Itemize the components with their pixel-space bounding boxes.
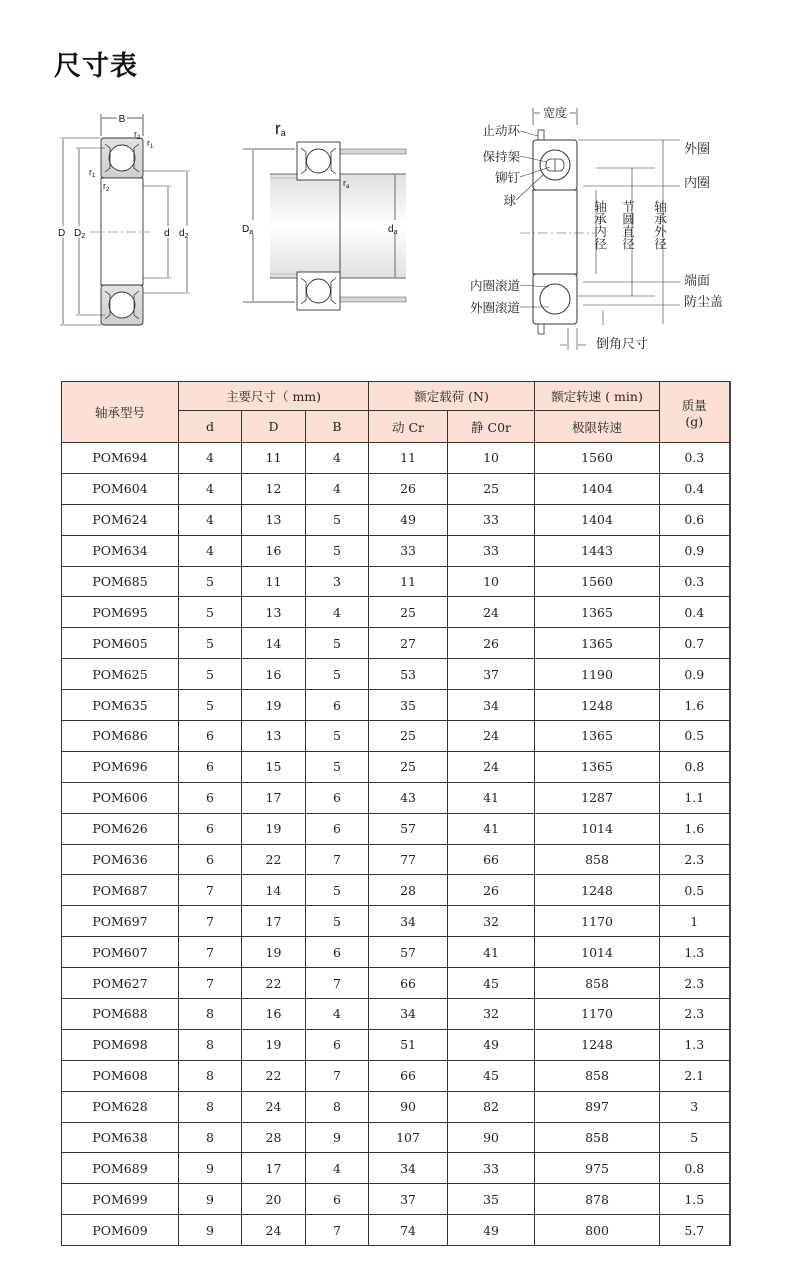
cell-static-load: 33 [448,504,535,535]
cell-model: POM604 [62,473,179,504]
cell-B: 5 [306,721,369,752]
cell-B: 5 [306,504,369,535]
cell-limit-speed: 1560 [535,566,660,597]
cell-model: POM607 [62,937,179,968]
cell-dynamic-load: 49 [369,504,448,535]
table-row [62,659,730,690]
cell-model: POM688 [62,999,179,1030]
cell-D: 24 [242,1215,306,1246]
label-ra: $r_a$ [343,178,350,190]
cell-D: 19 [242,813,306,844]
cell-static-load: 45 [448,1060,535,1091]
cell-dynamic-load: 11 [369,566,448,597]
table-row [62,1184,730,1215]
cell-B: 5 [306,906,369,937]
cell-D: 11 [242,566,306,597]
label-outer-diameter: 轴承外径 [652,200,668,250]
label-outer-ring: 外圈 [684,142,711,157]
label-ra-top: ra [275,119,286,138]
cell-mass: 0.7 [660,628,730,659]
cell-dynamic-load: 26 [369,473,448,504]
cell-static-load: 41 [448,937,535,968]
cell-static-load: 90 [448,1122,535,1153]
cell-model: POM606 [62,782,179,813]
label-stop-ring: 止动环 [482,123,520,138]
cell-limit-speed: 1170 [535,999,660,1030]
cell-d: 4 [179,473,242,504]
cell-static-load: 35 [448,1184,535,1215]
cell-d: 7 [179,906,242,937]
cell-B: 7 [306,968,369,999]
cell-dynamic-load: 57 [369,937,448,968]
cell-B: 8 [306,1091,369,1122]
cell-static-load: 34 [448,690,535,721]
cell-limit-speed: 1248 [535,690,660,721]
label-inner-raceway: 内圈滚道 [469,278,520,293]
cell-d: 7 [179,875,242,906]
cell-d: 4 [179,443,242,474]
bearing-dimension-diagram [50,108,210,328]
table-row [62,1029,730,1060]
cell-d: 6 [179,782,242,813]
cell-limit-speed: 1365 [535,628,660,659]
cell-D: 22 [242,1060,306,1091]
cell-limit-speed: 858 [535,1122,660,1153]
cell-mass: 2.3 [660,844,730,875]
label-r1-side: $r_1$ [89,167,96,179]
cell-limit-speed: 1443 [535,535,660,566]
cell-dynamic-load: 66 [369,968,448,999]
cell-D: 14 [242,875,306,906]
cell-mass: 0.3 [660,443,730,474]
cell-D: 16 [242,535,306,566]
cell-dynamic-load: 34 [369,999,448,1030]
cell-d: 6 [179,751,242,782]
cell-limit-speed: 858 [535,844,660,875]
cell-B: 5 [306,628,369,659]
cell-limit-speed: 858 [535,1060,660,1091]
cell-d: 9 [179,1184,242,1215]
table-row [62,844,730,875]
label-da: $d_a$ [388,224,398,236]
cell-D: 13 [242,504,306,535]
cell-static-load: 25 [448,473,535,504]
header-mass-unit: (g) [685,413,704,429]
header-D: D [242,411,306,443]
table-row [62,535,730,566]
cell-B: 5 [306,751,369,782]
cell-d: 6 [179,844,242,875]
table-row [62,751,730,782]
label-rivet: 铆钉 [494,170,520,185]
cell-B: 7 [306,1060,369,1091]
cell-mass: 0.9 [660,659,730,690]
cell-mass: 0.4 [660,597,730,628]
cell-limit-speed: 1287 [535,782,660,813]
cell-mass: 0.8 [660,1153,730,1184]
cell-dynamic-load: 35 [369,690,448,721]
cell-d: 8 [179,1091,242,1122]
label-Da: $D_a$ [242,224,254,236]
cell-d: 9 [179,1153,242,1184]
cell-model: POM609 [62,1215,179,1246]
cell-B: 7 [306,844,369,875]
table-row [62,937,730,968]
cell-model: POM698 [62,1029,179,1060]
cell-static-load: 33 [448,1153,535,1184]
cell-static-load: 66 [448,844,535,875]
cell-dynamic-load: 66 [369,1060,448,1091]
label-D: D [58,228,66,239]
cell-limit-speed: 1248 [535,875,660,906]
label-ball: 球 [503,193,516,208]
table-row [62,473,730,504]
cell-model: POM605 [62,628,179,659]
cell-B: 4 [306,597,369,628]
page-title: 尺寸表 [54,51,138,82]
cell-limit-speed: 1014 [535,937,660,968]
cell-mass: 1 [660,906,730,937]
cell-mass: 0.3 [660,566,730,597]
cell-dynamic-load: 37 [369,1184,448,1215]
table-row [62,628,730,659]
label-r2-top: $r_2$ [134,129,141,141]
cell-static-load: 26 [448,875,535,906]
header-B: B [306,411,369,443]
cell-dynamic-load: 90 [369,1091,448,1122]
label-r1-top: $r_1$ [147,138,154,150]
cell-model: POM687 [62,875,179,906]
cell-D: 17 [242,782,306,813]
table-row [62,1153,730,1184]
cell-B: 7 [306,1215,369,1246]
cell-mass: 1.5 [660,1184,730,1215]
cell-B: 6 [306,690,369,721]
cell-limit-speed: 858 [535,968,660,999]
cell-static-load: 49 [448,1029,535,1060]
cell-B: 6 [306,1184,369,1215]
cell-dynamic-load: 77 [369,844,448,875]
cell-d: 7 [179,937,242,968]
cell-B: 4 [306,473,369,504]
cell-model: POM627 [62,968,179,999]
cell-D: 16 [242,659,306,690]
table-row [62,1122,730,1153]
cell-B: 6 [306,937,369,968]
cell-d: 8 [179,1060,242,1091]
cell-model: POM628 [62,1091,179,1122]
cell-limit-speed: 1365 [535,721,660,752]
cell-mass: 5.7 [660,1215,730,1246]
label-d: d [164,228,170,239]
cell-limit-speed: 878 [535,1184,660,1215]
cell-d: 4 [179,504,242,535]
label-chamfer: 倒角尺寸 [596,337,649,352]
cell-B: 4 [306,1153,369,1184]
label-end-face: 端面 [684,274,711,289]
cell-model: POM699 [62,1184,179,1215]
cell-model: POM625 [62,659,179,690]
header-d: d [179,411,242,443]
cell-model: POM624 [62,504,179,535]
cell-limit-speed: 1560 [535,443,660,474]
cell-static-load: 26 [448,628,535,659]
cell-d: 6 [179,721,242,752]
cell-D: 11 [242,443,306,474]
cell-static-load: 41 [448,813,535,844]
cell-model: POM695 [62,597,179,628]
cell-B: 9 [306,1122,369,1153]
cell-B: 6 [306,813,369,844]
table-row [62,875,730,906]
cell-dynamic-load: 53 [369,659,448,690]
table-row [62,1060,730,1091]
cell-static-load: 24 [448,597,535,628]
cell-dynamic-load: 107 [369,1122,448,1153]
table-row [62,1091,730,1122]
cell-d: 6 [179,813,242,844]
cell-model: POM608 [62,1060,179,1091]
cell-mass: 3 [660,1091,730,1122]
cell-d: 5 [179,690,242,721]
cell-d: 8 [179,999,242,1030]
cell-mass: 0.6 [660,504,730,535]
cell-dynamic-load: 34 [369,906,448,937]
cell-limit-speed: 897 [535,1091,660,1122]
cell-mass: 1.3 [660,1029,730,1060]
cell-D: 22 [242,968,306,999]
cell-mass: 1.6 [660,690,730,721]
cell-limit-speed: 1365 [535,597,660,628]
header-static-load: 静 C0r [448,411,535,443]
table-row [62,813,730,844]
cell-mass: 2.3 [660,968,730,999]
cell-limit-speed: 1170 [535,906,660,937]
header-mass [660,382,730,443]
cell-static-load: 10 [448,443,535,474]
cell-dynamic-load: 33 [369,535,448,566]
cell-dynamic-load: 51 [369,1029,448,1060]
cell-model: POM635 [62,690,179,721]
cell-B: 6 [306,782,369,813]
cell-model: POM634 [62,535,179,566]
cell-d: 9 [179,1215,242,1246]
cell-dynamic-load: 25 [369,721,448,752]
label-d2: $d_2$ [179,228,189,240]
cell-static-load: 10 [448,566,535,597]
cell-model: POM636 [62,844,179,875]
cell-mass: 1.6 [660,813,730,844]
cell-limit-speed: 800 [535,1215,660,1246]
cell-D: 17 [242,1153,306,1184]
header-rated-load: 额定载荷 (N) [369,382,535,411]
cell-B: 3 [306,566,369,597]
cell-D: 19 [242,937,306,968]
cell-B: 5 [306,535,369,566]
cell-d: 8 [179,1029,242,1060]
table-row [62,443,730,474]
cell-D: 12 [242,473,306,504]
cell-mass: 0.5 [660,875,730,906]
cell-B: 6 [306,1029,369,1060]
cell-model: POM638 [62,1122,179,1153]
cell-static-load: 24 [448,721,535,752]
header-mass-label: 质量 [681,397,707,413]
label-bore-diameter: 轴承内径 [592,200,608,250]
cell-D: 24 [242,1091,306,1122]
cell-D: 15 [242,751,306,782]
cell-static-load: 49 [448,1215,535,1246]
cell-limit-speed: 1248 [535,1029,660,1060]
cell-mass: 5 [660,1122,730,1153]
cell-B: 4 [306,999,369,1030]
cell-D: 19 [242,1029,306,1060]
cell-D: 13 [242,597,306,628]
cell-mass: 0.8 [660,751,730,782]
cell-mass: 2.3 [660,999,730,1030]
cell-mass: 0.9 [660,535,730,566]
cell-limit-speed: 1365 [535,751,660,782]
table-row [62,906,730,937]
cell-B: 4 [306,443,369,474]
label-r2-bottom: $r_2$ [103,181,110,193]
cell-mass: 2.1 [660,1060,730,1091]
table-row [62,504,730,535]
label-B: B [118,114,126,125]
cell-D: 16 [242,999,306,1030]
table-row [62,782,730,813]
header-dynamic-load: 动 Cr [369,411,448,443]
table-row [62,968,730,999]
cell-model: POM697 [62,906,179,937]
cell-D: 22 [242,844,306,875]
cell-B: 5 [306,875,369,906]
cell-mass: 1.1 [660,782,730,813]
cell-mass: 1.3 [660,937,730,968]
table-row [62,597,730,628]
cell-static-load: 41 [448,782,535,813]
cell-dynamic-load: 74 [369,1215,448,1246]
table-row [62,566,730,597]
cell-dynamic-load: 34 [369,1153,448,1184]
cell-D: 14 [242,628,306,659]
label-width: 宽度 [542,106,568,120]
cell-static-load: 32 [448,906,535,937]
cell-model: POM689 [62,1153,179,1184]
label-pitch-diameter: 节圆直径 [620,200,636,250]
cell-dynamic-load: 57 [369,813,448,844]
bearing-spec-table [61,381,731,1246]
cell-limit-speed: 1404 [535,473,660,504]
cell-D: 13 [242,721,306,752]
cell-dynamic-load: 28 [369,875,448,906]
cell-limit-speed: 1404 [535,504,660,535]
header-limit-speed: 极限转速 [535,411,660,443]
cell-B: 5 [306,659,369,690]
cell-d: 5 [179,566,242,597]
table-body [62,443,730,1246]
label-D2: $D_2$ [74,228,86,240]
cell-d: 5 [179,628,242,659]
cell-D: 20 [242,1184,306,1215]
label-outer-raceway: 外圈滚道 [469,300,520,315]
cell-static-load: 45 [448,968,535,999]
cell-d: 8 [179,1122,242,1153]
cell-mass: 0.5 [660,721,730,752]
cell-d: 5 [179,597,242,628]
header-model: 轴承型号 [62,382,179,443]
table-row [62,999,730,1030]
cell-dynamic-load: 43 [369,782,448,813]
header-rated-speed: 额定转速 ( min) [535,382,660,411]
cell-static-load: 32 [448,999,535,1030]
cell-d: 4 [179,535,242,566]
cell-d: 5 [179,659,242,690]
cell-D: 17 [242,906,306,937]
cell-model: POM694 [62,443,179,474]
cell-dynamic-load: 11 [369,443,448,474]
cell-model: POM626 [62,813,179,844]
cell-limit-speed: 1014 [535,813,660,844]
cell-D: 19 [242,690,306,721]
cell-d: 7 [179,968,242,999]
label-cage: 保持架 [482,149,520,164]
mounting-dimension-diagram [235,112,410,322]
cell-model: POM696 [62,751,179,782]
cell-model: POM686 [62,721,179,752]
cell-limit-speed: 975 [535,1153,660,1184]
bearing-parts-diagram [450,100,740,360]
cell-static-load: 24 [448,751,535,782]
table-row [62,690,730,721]
cell-dynamic-load: 25 [369,751,448,782]
cell-static-load: 82 [448,1091,535,1122]
cell-D: 28 [242,1122,306,1153]
label-dust-cover: 防尘盖 [684,295,724,310]
cell-mass: 0.4 [660,473,730,504]
label-inner-ring: 内圈 [684,176,711,191]
cell-limit-speed: 1190 [535,659,660,690]
table-row [62,721,730,752]
cell-model: POM685 [62,566,179,597]
header-main-dimensions: 主要尺寸（ mm) [179,382,369,411]
cell-static-load: 37 [448,659,535,690]
cell-static-load: 33 [448,535,535,566]
cell-dynamic-load: 25 [369,597,448,628]
table-row [62,1215,730,1246]
cell-dynamic-load: 27 [369,628,448,659]
